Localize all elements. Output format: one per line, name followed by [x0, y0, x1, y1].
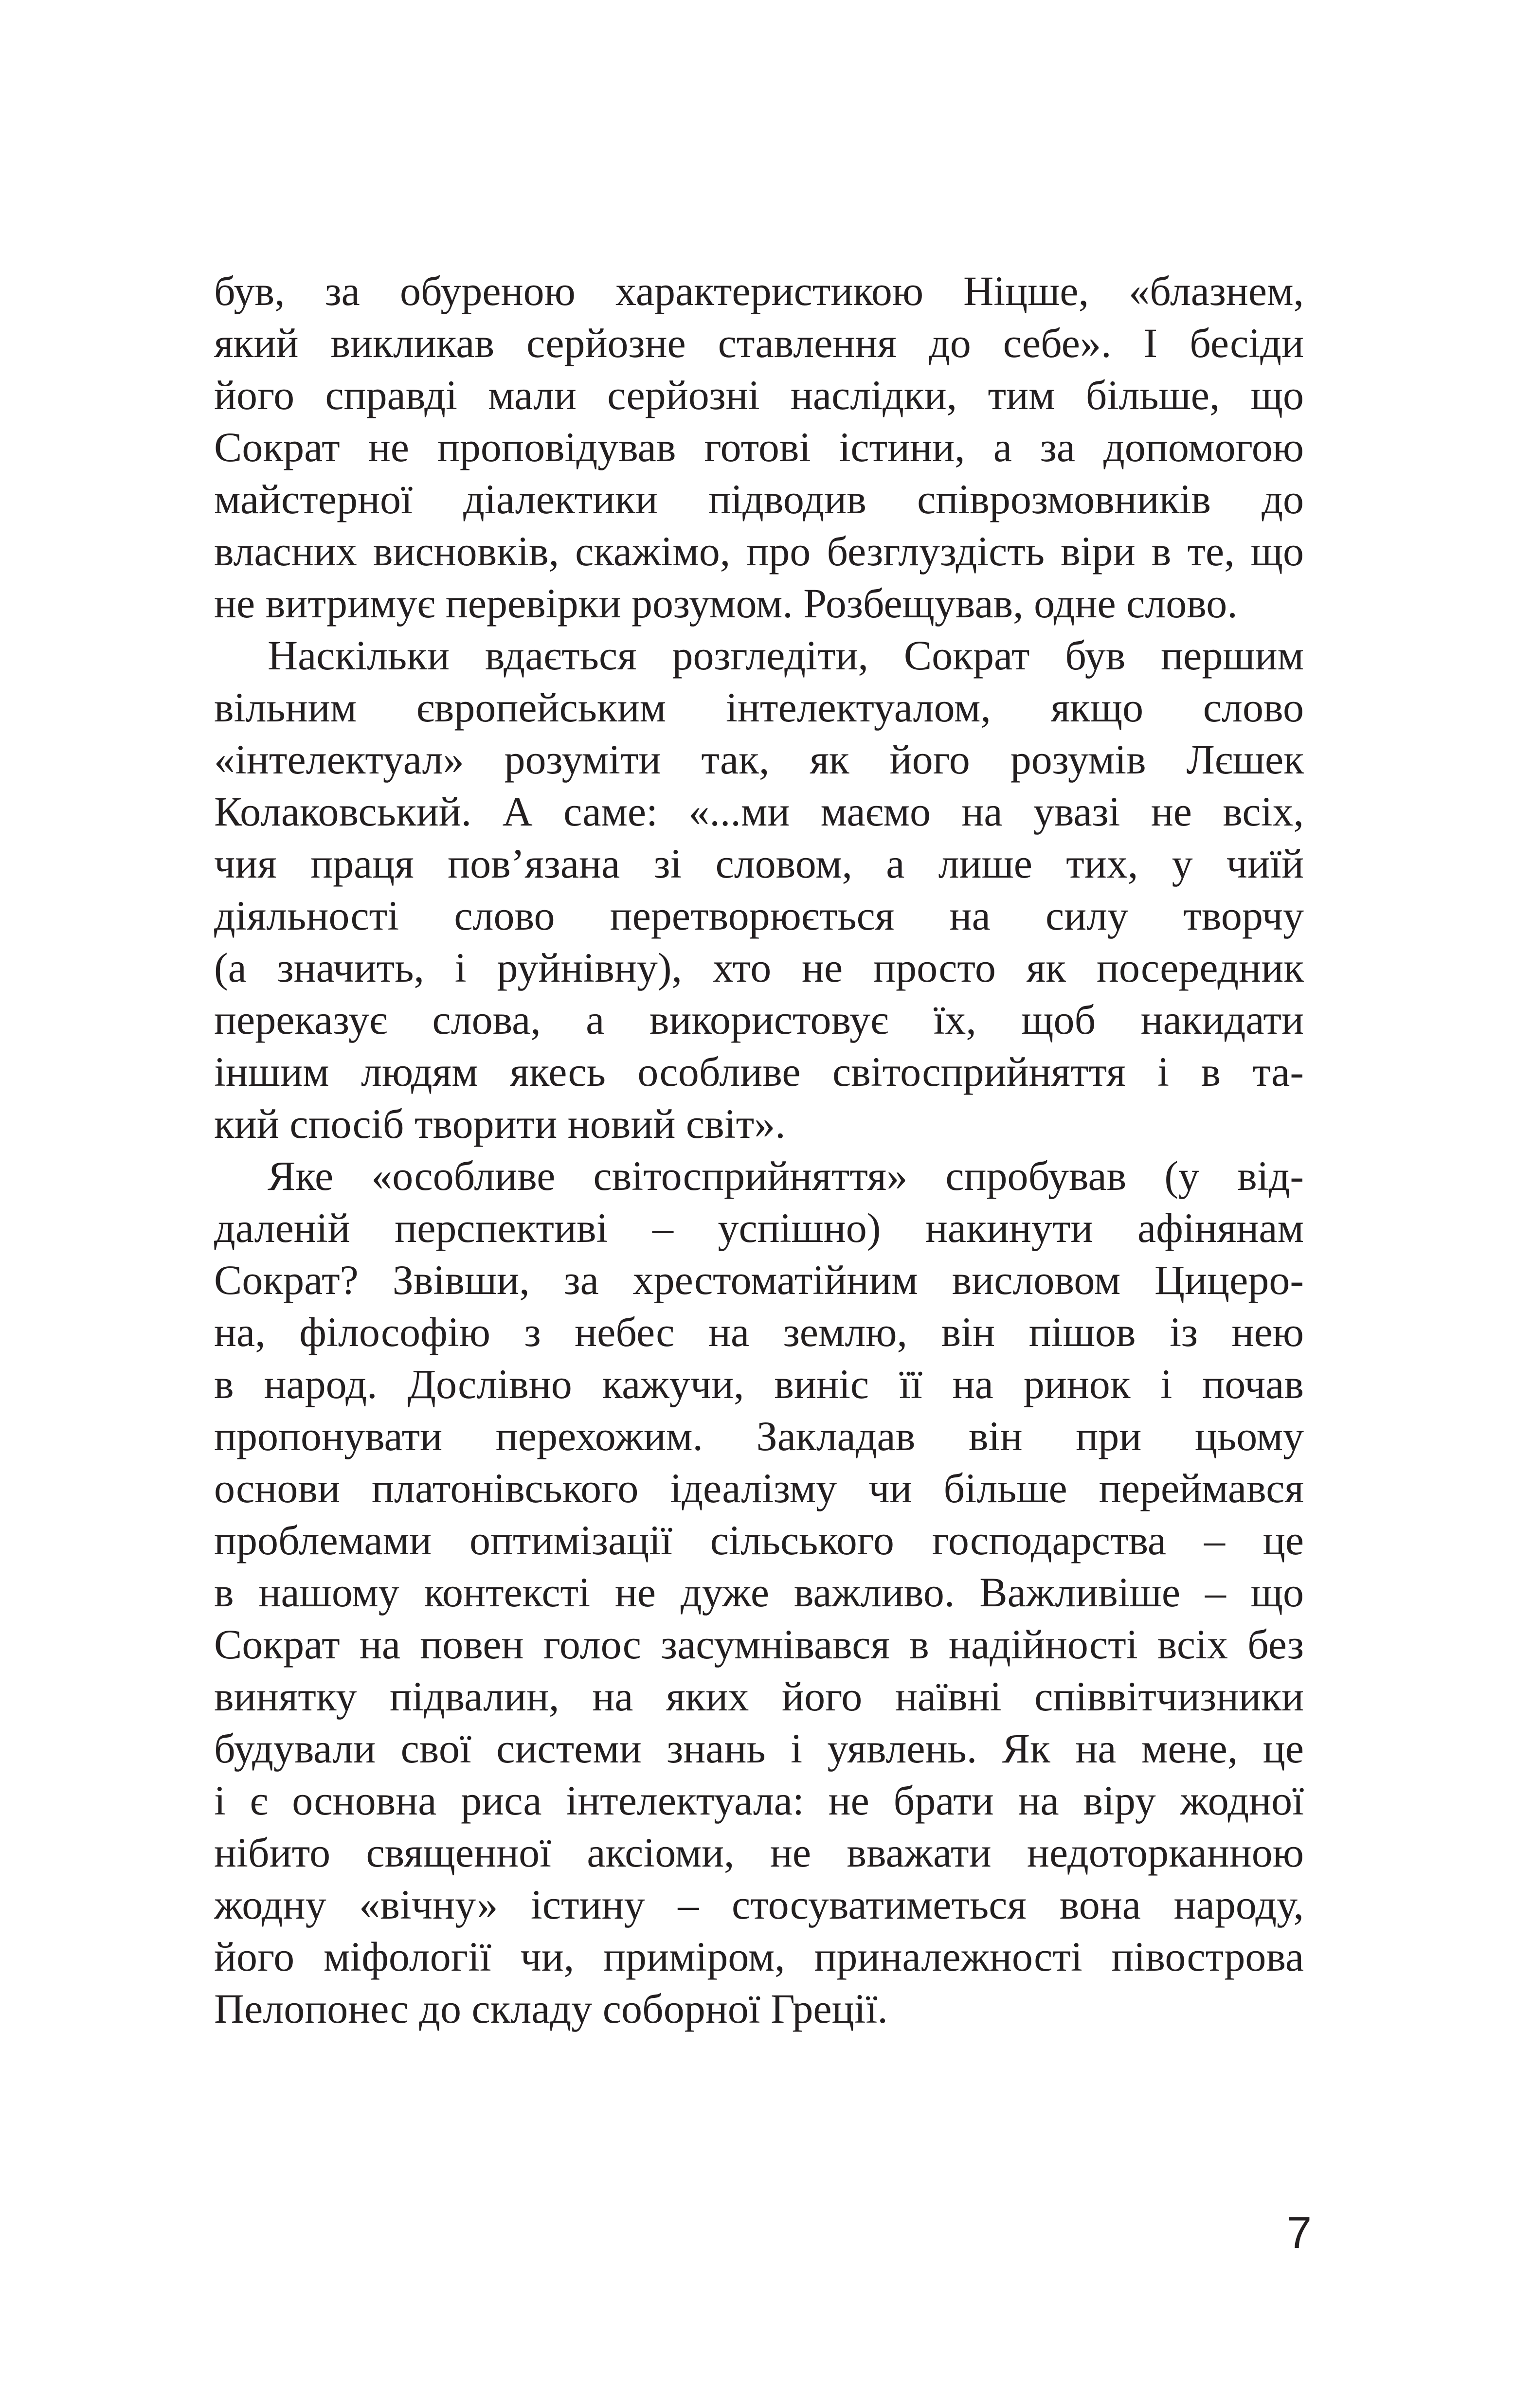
- text-line: Наскільки вдається розгледіти, Сократ був першим: [268, 632, 1304, 679]
- text-line: будували свої системи знань і уявлень. Як на мене, це: [214, 1725, 1304, 1772]
- paragraph: [214, 1150, 1304, 2035]
- text-line: Сократ? Звівши, за хрестоматійним висловом Цицеро-: [214, 1257, 1304, 1303]
- text-line: його міфології чи, приміром, приналежності півострова: [214, 1933, 1304, 1980]
- text-line: діяльності слово перетворюється на силу творчу: [214, 892, 1304, 939]
- text-line: проблемами оптимізації сільського господарства – це: [214, 1517, 1304, 1563]
- text-line: Пелопонес до складу соборної Греції.: [214, 1985, 888, 2032]
- text-line: Колаковський. А саме: «...ми маємо на увазі не всіх,: [214, 788, 1304, 835]
- paragraph: [214, 265, 1304, 629]
- text-line: (а значить, і руйнівну), хто не просто як посередник: [214, 944, 1304, 991]
- text-line: в народ. Дослівно кажучи, виніс її на ринок і почав: [214, 1361, 1304, 1407]
- text-line: жодну «вічну» істину – стосуватиметься вона народу,: [214, 1881, 1304, 1928]
- text-line: який викликав серйозне ставлення до себе». І бесіди: [214, 320, 1304, 366]
- text-line: його справді мали серйозні наслідки, тим більше, що: [214, 372, 1304, 418]
- text-line: в нашому контексті не дуже важливо. Важливіше – що: [214, 1569, 1304, 1616]
- text-line: іншим людям якесь особливе світосприйняття і в та-: [214, 1048, 1304, 1095]
- text-line: власних висновків, скажімо, про безглуздість віри в те, що: [214, 528, 1304, 575]
- text-line: чия праця пов’язана зі словом, а лише тих, у чиїй: [214, 840, 1304, 887]
- text-line: майстерної діалектики підводив співрозмовників до: [214, 476, 1304, 522]
- text-line: нібито священної аксіоми, не вважати недоторканною: [214, 1829, 1304, 1876]
- page-number: 7: [1286, 2208, 1312, 2258]
- body-text: [214, 265, 1304, 2035]
- text-line: «інтелектуал» розуміти так, як його розумів Лєшек: [214, 736, 1304, 783]
- text-line: винятку підвалин, на яких його наївні співвітчизники: [214, 1673, 1304, 1720]
- text-line: даленій перспективі – успішно) накинути афінянам: [214, 1204, 1304, 1251]
- paragraph: [214, 629, 1304, 1150]
- text-line: Яке «особливе світосприйняття» спробував (у від-: [268, 1152, 1304, 1199]
- text-line: не витримує перевірки розумом. Розбещував, одне слово.: [214, 580, 1238, 627]
- text-line: пропонувати перехожим. Закладав він при цьому: [214, 1413, 1304, 1459]
- text-line: кий спосіб творити новий світ».: [214, 1100, 786, 1147]
- text-line: Сократ на повен голос засумнівався в надійності всіх без: [214, 1621, 1304, 1668]
- text-line: був, за обуреною характеристикою Ніцше, «блазнем,: [214, 268, 1304, 314]
- text-line: на, філософію з небес на землю, він пішов із нею: [214, 1309, 1304, 1355]
- text-line: Сократ не проповідував готові істини, а за допомогою: [214, 424, 1304, 470]
- text-line: вільним європейським інтелектуалом, якщо слово: [214, 684, 1304, 731]
- text-line: переказує слова, а використовує їх, щоб накидати: [214, 996, 1304, 1043]
- text-line: основи платонівського ідеалізму чи більше переймався: [214, 1465, 1304, 1511]
- text-line: і є основна риса інтелектуала: не брати на віру жодної: [214, 1777, 1304, 1824]
